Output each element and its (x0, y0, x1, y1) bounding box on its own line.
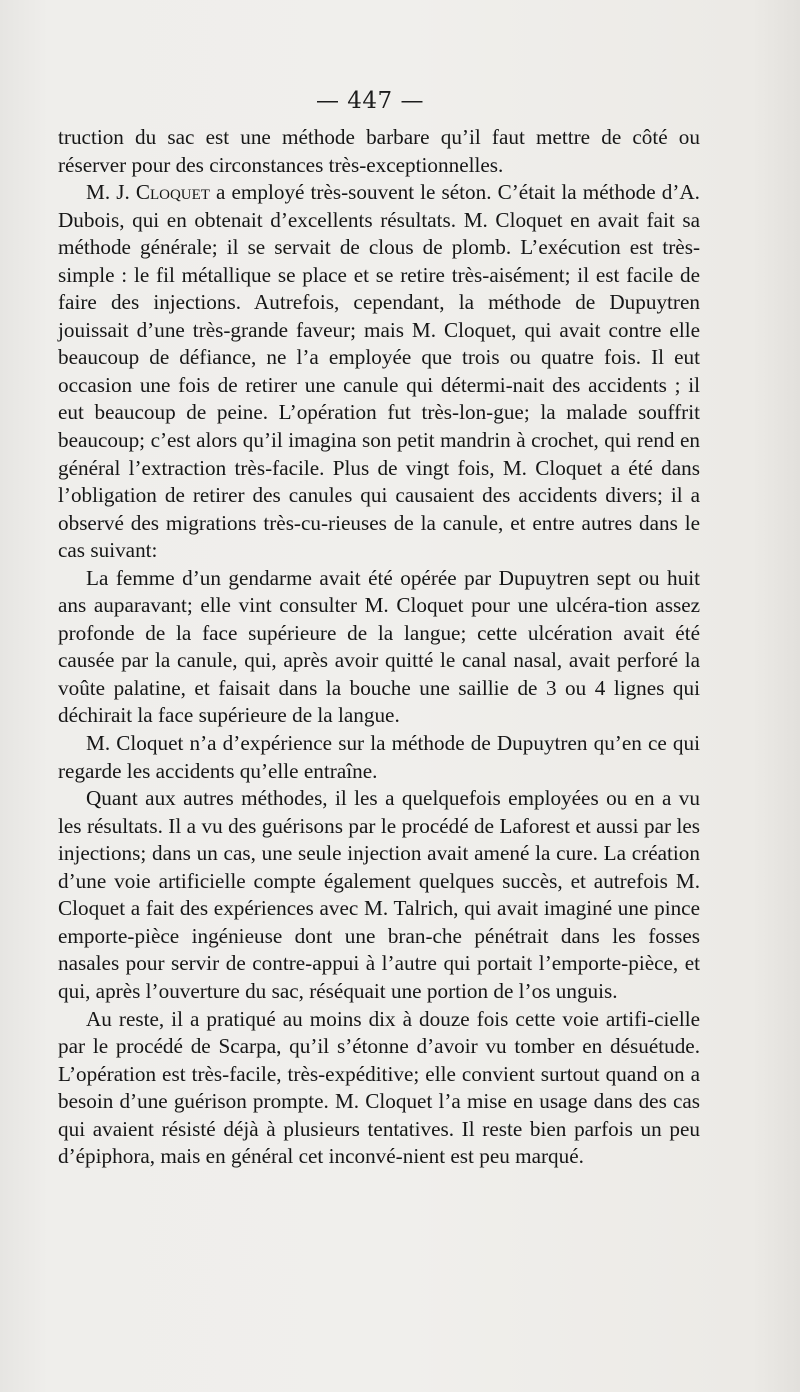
paragraph-2-body: a employé très-souvent le séton. C’était la méthode d’A. Dubois, qui en obtenait d’excellents résultats. M. Cloquet en avait fait sa méthode générale; il se servait de clous de plomb. L’exécution est très-simple : le fil métallique se place et se retire très-aisément; il est facile de faire des injections. Autrefois, cependant, la méthode de Dupuytren jouissait d’une très-grande faveur; mais M. Cloquet, qui avait contre elle beaucoup de défiance, ne l’a employée que trois ou quatre fois. Il eut occasion une fois de retirer une canule qui détermi-nait des accidents ; il eut beaucoup de peine. L’opération fut très-lon-gue; la malade souffrit beaucoup; c’est alors qu’il imagina son petit mandrin à crochet, qui rend en général l’extraction très-facile. Plus de vingt fois, M. Cloquet a été dans l’obligation de retirer des canules qui causaient des accidents divers; il a observé des migrations très-cu-rieuses de la canule, et entre autres dans le cas suivant: (58, 180, 700, 563)
paragraph-4: M. Cloquet n’a d’expérience sur la méthode de Dupuytren qu’en ce qui regarde les accidents qu’elle entraîne. (58, 731, 700, 783)
paragraph-6: Au reste, il a pratiqué au moins dix à douze fois cette voie artifi-cielle par le procédé de Scarpa, qu’il s’étonne d’avoir vu tomber en désuétude. L’opération est très-facile, très-expéditive; elle convient surtout quand on a besoin d’une guérison prompte. M. Cloquet l’a mise en usage dans des cas qui avaient résisté déjà à plusieurs tentatives. Il reste bien parfois un peu d’épiphora, mais en général cet inconvé-nient est peu marqué. (58, 1006, 700, 1169)
paragraph-5: Quant aux autres méthodes, il les a quelquefois employées ou en a vu les résultats. Il a vu des guérisons par le procédé de Laforest et aussi par les injections; dans un cas, une seule injection avait amené la cure. La création d’une voie artificielle compte également quelques succès, et autrefois M. Cloquet a fait des expériences avec M. Talrich, qui avait imaginé une pince emporte-pièce ingénieuse dont une bran-che pénétrait dans les fosses nasales pour servir de contre-appui à l’autre qui portait l’emporte-pièce, et qui, après l’ouverture du sac, réséquait une portion de l’os unguis. (58, 786, 700, 1003)
body-text (58, 124, 700, 1171)
author-name-cloquet: Cloquet (135, 180, 210, 205)
paragraph-2 (58, 179, 700, 565)
page-number: — 447 — (315, 88, 425, 114)
paragraph-2-lead: M. J. (86, 180, 136, 205)
paragraph-3: La femme d’un gendarme avait été opérée par Dupuytren sept ou huit ans auparavant; elle vint consulter M. Cloquet pour une ulcéra-tion assez profonde de la face supérieure de la langue; cette ulcération avait été causée par la canule, qui, après avoir quitté le canal nasal, avait perforé la voûte palatine, et faisait dans la bouche une saillie de 3 ou 4 lignes qui déchirait la face supérieure de la langue. (58, 565, 700, 728)
paragraph-1: truction du sac est une méthode barbare qu’il faut mettre de côté ou réserver pour des circonstances très-exceptionnelles. (58, 125, 700, 177)
